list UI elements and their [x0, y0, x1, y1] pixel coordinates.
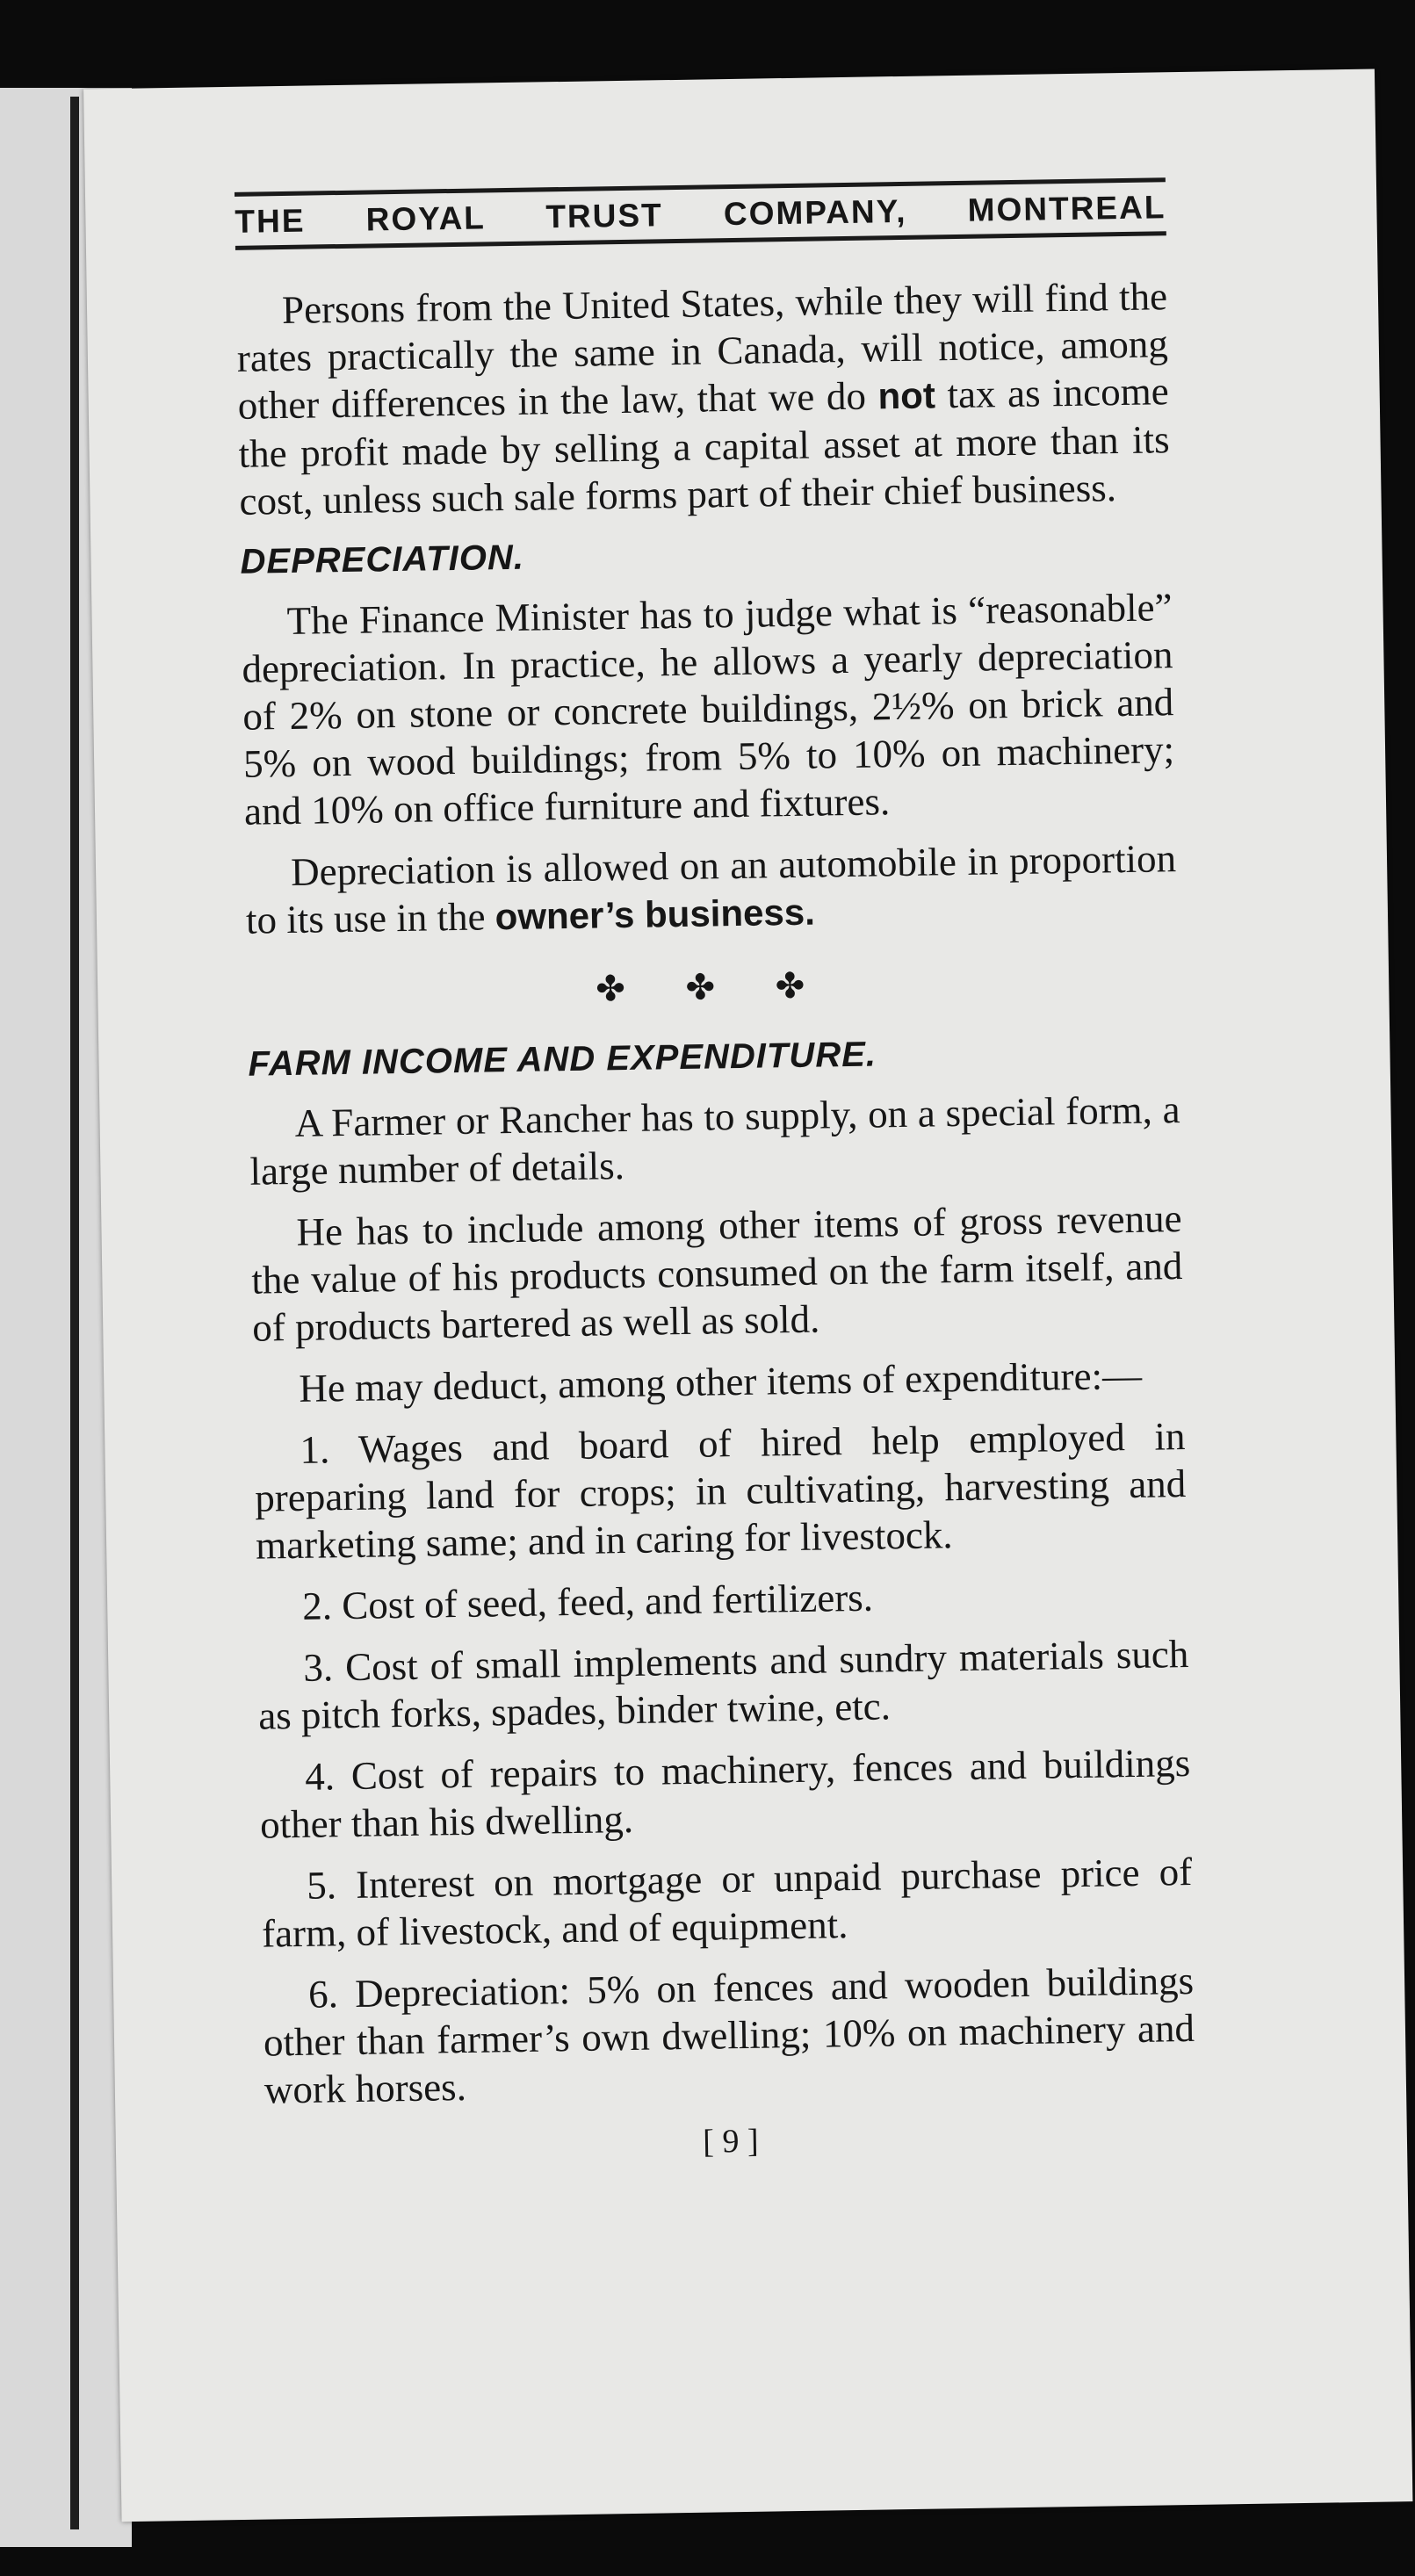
page-content [235, 177, 1196, 2168]
farm-paragraph-3: He may deduct, among other items of expenditure:— [298, 1353, 1143, 1411]
depreciation-paragraph-2-emphasis: owner’s business. [495, 891, 816, 938]
deduction-item: 3. Cost of small implements and sundry materials such as pitch forks, spades, binder twine, etc. [257, 1632, 1189, 1738]
deduction-item: 6. Depreciation: 5% on fences and wooden buildings other than farmer’s own dwelling; 10% on machinery and work horses. [263, 1958, 1195, 2112]
intro-emphasis: not [877, 374, 936, 417]
deduction-item: 5. Interest on mortgage or unpaid purchase price of farm, of livestock, and of equipment. [261, 1849, 1193, 1956]
fleuron-icon: ✤ [595, 968, 651, 1010]
deduction-item: 2. Cost of seed, feed, and fertilizers. [301, 1575, 874, 1628]
document-page [83, 69, 1412, 2522]
section-separator [247, 960, 1179, 1015]
depreciation-paragraph-2-text: Depreciation is allowed on an automobile in proportion to its use in the [245, 836, 1177, 942]
deduction-item: 1. Wages and board of hired help employed in preparing land for crops; in cultivating, harvesting and marketing same; and in caring for livestock. [254, 1414, 1187, 1568]
depreciation-paragraph-2 [245, 834, 1178, 945]
deduction-item: 4. Cost of repairs to machinery, fences and buildings other than his dwelling. [259, 1740, 1191, 1847]
intro-text-after: tax as income the profit made by selling a capital asset at more than its cost, unless such sale forms part of their chief business. [238, 369, 1170, 523]
running-head: THE ROYAL TRUST COMPANY, MONTREAL [235, 177, 1166, 250]
depreciation-heading: DEPRECIATION. [240, 538, 525, 581]
fleuron-icon: ✤ [685, 966, 740, 1008]
depreciation-paragraph-1: The Finance Minister has to judge what is “reasonable” depreciation. In practice, he allows a yearly depreciation of 2% on stone or concrete buildings, 2½% on brick and 5% on wood buildings; from 5% to 10% on machinery; and 10% on office furniture and fixtures. [242, 585, 1175, 833]
book-spine [70, 97, 79, 2529]
page-number: [ 9 ] [702, 2122, 759, 2161]
farm-paragraph-1: A Farmer or Rancher has to supply, on a special form, a large number of details. [249, 1087, 1180, 1194]
farm-paragraph-2: He has to include among other items of gross revenue the value of his products consumed on the farm itself, and of products bartered as well as sold. [251, 1196, 1183, 1350]
farm-heading: FARM INCOME AND EXPENDITURE. [248, 1035, 877, 1084]
fleuron-icon: ✤ [775, 965, 830, 1007]
intro-paragraph [236, 272, 1171, 525]
intro-text-before: Persons from the United States, while they will find the rates practically the same in Canada, will notice, among other differences in the law, that we do [236, 274, 1169, 428]
